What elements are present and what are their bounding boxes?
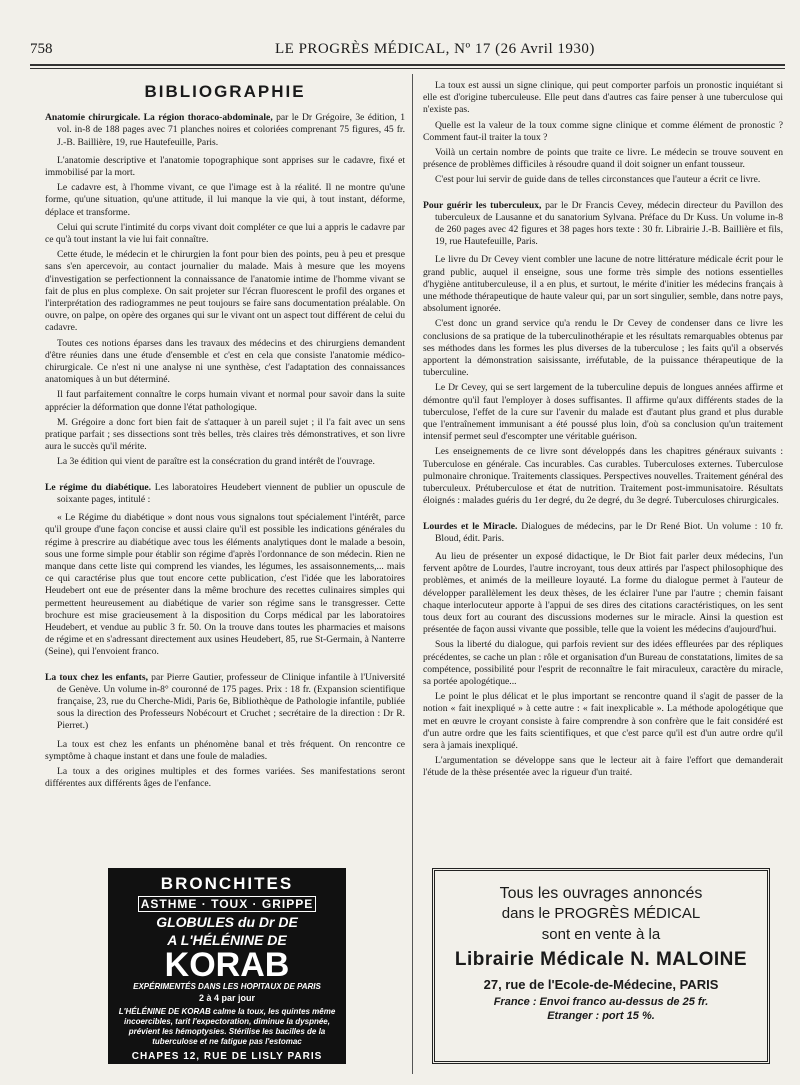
- entry-title: Le régime du diabétique.: [45, 481, 152, 493]
- ad-product-line: GLOBULES du Dr DE: [156, 914, 298, 930]
- entry-body: [45, 739, 405, 791]
- paragraph: M. Grégoire a donc fort bien fait de s'attaquer à un pareil sujet ; il l'a fait avec un sens pratique parfait ; ses dissections sont très belles, très claires très démonstratives, et son livre aura le succès qu'il mérite.: [45, 416, 405, 453]
- header-rule: [30, 64, 785, 66]
- entry-info: par le Dr Grégoire, 3e édition, 1 vol. in-8 de 188 pages avec 71 planches noires et coloriées comprenant 75 figures, 45 fr. J.-B. Baillière, 19, rue Hautefeuille, Paris.: [57, 112, 405, 148]
- entry-body: [45, 512, 405, 658]
- paragraph: C'est donc un grand service qu'a rendu le Dr Cevey de condenser dans ce livre les conclusions de sa pratique de la tuberculinothérapie et les résultats remarquables obtenus par ses méthodes dans les formes les plus diverses de la tuberculose ; les faits qu'il a observés apportent la démonstration saisissante, irréfutable, de la puissance thérapeutique de la tuberculine.: [423, 318, 783, 379]
- entry-title: Lourdes et le Miracle.: [423, 520, 518, 532]
- entry-body: [423, 254, 783, 507]
- running-title: LE PROGRÈS MÉDICAL, Nº 17 (26 Avril 1930): [275, 41, 595, 57]
- paragraph: La toux est aussi un signe clinique, qui peut comporter parfois un pronostic inquiétant si elle est d'origine tuberculeuse. Elle peut dans d'autres cas faire penser à une tuberculose qui n'existe pas.: [423, 80, 783, 116]
- ad-line: sont en vente à la: [541, 926, 661, 943]
- entry-info: par le Dr Francis Cevey, médecin directeur du Pavillon des tuberculeux de Lausanne et du sanatorium Sylvana. Préface du Dr Kuss. Un volume in-8 de 260 pages avec 42 figures et 38 pages hors texte : 30 fr. Librairie J.-B. Baillière et fils, 19, rue Hautefeuille, Paris.: [435, 199, 784, 248]
- entry-toux-enfants: [45, 672, 405, 733]
- ad-address: 27, rue de l'Ecole-de-Médecine, PARIS: [483, 977, 719, 992]
- advertisement-maloine: [432, 868, 770, 1064]
- paragraph: Quelle est la valeur de la toux comme signe clinique et comme élément de pronostic ? Comment faut-il traiter la toux ?: [423, 119, 783, 143]
- paragraph: Le cadavre est, à l'homme vivant, ce que l'image est à la réalité. Il ne montre qu'une forme, qu'une situation, qu'une attitude, il lui manque la vie qui, à tout instant, déforme, déplace et transforme.: [45, 182, 405, 218]
- entry-title: Pour guérir les tuberculeux,: [423, 199, 542, 211]
- paragraph: La toux est chez les enfants un phénomène banal et très fréquent. On rencontre ce symptôme à chaque instant et dans une foule de maladies.: [45, 738, 405, 762]
- paragraph: L'argumentation se développe sans que le lecteur ait à faire l'effort que demanderait l'étude de la thèse présentée avec la rigueur d'un traité.: [423, 755, 783, 779]
- ad-brand: KORAB: [164, 946, 290, 984]
- left-column: [45, 82, 406, 793]
- paragraph: Au lieu de présenter un exposé didactique, le Dr Biot fait parler deux médecins, l'un fervent apôtre de Lourdes, l'autre incroyant, tous deux attirés par l'aspect philosophique des problèmes, et animés de la meilleure loyauté. La forme du dialogue permet à l'auteur de développer parallèlement les deux thèses, de les éclairer l'une par l'autre ; chemin faisant chaque interlocuteur apporte à l'appui de ses dires des citations caractéristiques, on les sent tous deux fort au courant des discussions modernes sur le miracle. Ainsi la question est présentée de façon aussi vivante que possible, telle que la voient les médecins d'aujourd'hui.: [423, 550, 783, 636]
- paragraph: Il faut parfaitement connaître le corps humain vivant et normal pour savoir dans la suite apprécier la déformation que donne l'état pathologique.: [45, 389, 405, 413]
- header-rule-thin: [30, 68, 785, 69]
- paragraph: La toux a des origines multiples et des formes variées. Ses manifestations seront différentes aux différents âges de l'enfance.: [45, 765, 405, 790]
- advertisement-korab: [108, 868, 346, 1064]
- section-title: BIBLIOGRAPHIE: [144, 82, 306, 101]
- paragraph: Le point le plus délicat et le plus important se rencontre quand il s'agit de passer de la notion « fait inexpliqué » à cette autre : « fait inexplicable ». La méthode apologétique que met en œuvre le croyant consiste à faire comprendre à son confrère que le fait considéré est d'un autre ordre que les faits scientifiques, et que c'est parce qu'il est d'un autre ordre qu'il sera à jamais inexpliqué.: [423, 691, 783, 751]
- ad-line: dans le PROGRÈS MÉDICAL: [501, 905, 701, 922]
- ad-shipping-abroad: Etranger : port 15 %.: [547, 1010, 655, 1022]
- entry-anatomie: [45, 112, 405, 149]
- entry-regime-diabetique: [45, 482, 405, 506]
- paragraph: La 3e édition qui vient de paraître est la consécration du grand intérêt de l'ouvrage.: [57, 456, 375, 468]
- ad-line: Tous les ouvrages annoncés: [499, 885, 703, 902]
- paragraph: Le livre du Dr Cevey vient combler une lacune de notre littérature médicale écrit pour le grand public, auquel il enseigne, sous une forme très simple des notions essentielles d'hygiène antituberculeuse, il a en plus, et surtout, le mérite d'initier les médecins français à une méthode thérapeutique de haute valeur qui, par un sort singulier, semble, dans notre pays, absolument ignorée.: [423, 254, 783, 315]
- paragraph: C'est pour lui servir de guide dans de telles circonstances que l'auteur a écrit ce livre.: [435, 174, 761, 186]
- ad-dosage: 2 à 4 par jour: [198, 993, 256, 1003]
- paragraph: Voilà un certain nombre de points que traite ce livre. Le médecin se trouve souvent en présence de problèmes difficiles à résoudre quand il doit soigner un enfant tousseur.: [423, 147, 783, 171]
- entry-title: La toux chez les enfants,: [45, 671, 148, 683]
- entry-continuation: [423, 80, 783, 187]
- right-column: [423, 80, 783, 783]
- page-header: [30, 41, 785, 61]
- entry-title: Anatomie chirurgicale. La région thoraco-abdominale,: [45, 112, 273, 124]
- paragraph: Sous la liberté du dialogue, qui parfois revient sur des idées effleurées par des répliques précédentes, se cache un plan : rôle et organisation d'un Bureau de constatations, limites de sa compétence, possibilité pour l'esprit de reconnaître le fait miraculeux, caractère du miracle, sa portée apologétique...: [423, 639, 783, 687]
- paragraph: « Le Régime du diabétique » dont nous vous signalons tout spécialement l'intérêt, parce qu'il groupe d'une façon concise et aussi claire qu'il est possible les indications générales du régime à prescrire au diabétique avec tous les éléments analytiques dont le malade a besoin, sous une forme simple pour établir son régime d'après l'ordonnance de son médecin. Rien ne manque dans cette liste qui comprend les viandes, les légumes, les assaisonnements,... mais ce qui caractérise plus que tout encore cette publication, c'est l'idée que les laboratoires Heudebert ont eue de présenter dans la même brochure des recettes culinaires simples qui permettent heureusement au diabétique de varier son régime sans le transgresser. Cette brochure est mise gracieusement à la disposition du Corps médical par les laboratoires Heudebert, et vendue au public 3 fr. 50. On la trouve dans toutes les pharmacies et maisons de régime et en s'adressant directement aux usines Heudebert, 85, rue St-Germain, à Nanterre (Seine), qui l'envoient franco.: [45, 512, 405, 658]
- ad-product-line-2: A L'HÉLÉNINE DE: [167, 932, 287, 948]
- ad-tested: EXPÉRIMENTÉS DANS LES HOPITAUX DE PARIS: [133, 982, 321, 991]
- ad-headline: BRONCHITES: [160, 874, 294, 893]
- paragraph: Celui qui scrute l'intimité du corps vivant doit compléter ce que lui a appris le cadavre par ce qu'à tout instant la vie lui fait connaître.: [45, 221, 405, 246]
- entry-body: [423, 551, 783, 780]
- column-divider: [412, 74, 413, 1074]
- ad-shipping-france: France : Envoi franco au-dessus de 25 fr.: [493, 996, 709, 1008]
- entry-body: [45, 155, 405, 469]
- ad-claims: L'HÉLÉNINE DE KORAB calme la toux, les quintes même incoercibles, tarit l'expectoration, diminue la dyspnée, prévient les hémoptysies. Stérilise les bacilles de la tuberculose et ne fatigue pas l'estomac: [118, 1007, 336, 1046]
- entry-lourdes-miracle: [423, 521, 783, 545]
- entry-info: Les laboratoires Heudebert viennent de publier un opuscule de soixante pages, intitulé :: [57, 481, 405, 505]
- paragraph: L'anatomie descriptive et l'anatomie topographique sont apprises sur le cadavre, fixé et immobilisé par la mort.: [45, 154, 405, 179]
- paragraph: Cette étude, le médecin et le chirurgien la font pour bien des points, peu à peu et presque sans s'en apercevoir, au contact journalier du malade. Mais à mesure que les moyens d'investigation se perfectionnent la connaissance de l'anatomie intime de l'homme vivant se fait de plus en plus complexe. On sait projeter sur l'écran fluorescent le profil des organes et l'interprétation des radiogrammes ne peut toujours se faire sans documentation préalable. On ouvre, on palpe, on opère des organes qui sur le vivant ont un aspect tout différent de celui du cadavre.: [45, 249, 405, 334]
- entry-guerir-tuberculeux: [423, 200, 783, 249]
- entry-info: par Pierre Gautier, professeur de Clinique infantile à l'Université de Genève. Un volume in-8° couronné de 175 pages. Prix : 18 fr. (Expansion scientifique française, 23, rue du Cherche-Midi, Paris 6e, Bibliothèque de Pathologie infantile, publiée sous la direction des Professeurs Nobécourt et Cruchet ; secrétaire de la direction : Dr R. Pierret.): [57, 671, 406, 732]
- paragraph: Les enseignements de ce livre sont développés dans les chapitres généraux suivants : Tuberculose en générale. Cas incurables. Cas curables. Tuberculoses externes. Tuberculose pulmonaire chronique. Traitements classiques. Perspectives nouvelles. Traitement général des tuberculeux. Prétuberculose et état de nutrition. Traitement post-immunisatoire. Résultats éloignés : malades guéris du 1er degré, du 2e degré, du 3e degré. Tuberculoses chirurgicales.: [423, 446, 783, 507]
- entry-info: Dialogues de médecins, par le Dr René Biot. Un volume : 10 fr. Bloud, édit. Paris.: [435, 520, 783, 544]
- ad-bookstore-name: Librairie Médicale N. MALOINE: [454, 949, 748, 970]
- page-number: 758: [30, 41, 53, 57]
- ad-address: CHAPES 12, RUE DE LISLY PARIS: [131, 1051, 323, 1062]
- ad-subheadline: ASTHME · TOUX · GRIPPE: [138, 896, 316, 912]
- paragraph: Le Dr Cevey, qui se sert largement de la tuberculine depuis de longues années affirme et démontre qu'il faut l'employer à doses suffisantes. Il affirme qu'aux différents stades de la tuberculose, l'effet de la cure sur l'avenir du malade est d'autant plus grand et plus durable que l'entraînement immunisant a été poussé plus loin, d'où sa conclusion qu'un traitement intensif permet seul d'escompter une véritable guérison.: [423, 382, 783, 443]
- paragraph: Toutes ces notions éparses dans les travaux des médecins et des chirurgiens demandent d'être réunies dans une étude d'ensemble et c'est en cela que consiste l'anatomie médico-chirurgicale. Ce n'est ni une analyse ni une synthèse, c'est l'adaptation des connaissances anatomiques à un but déterminé.: [45, 337, 405, 386]
